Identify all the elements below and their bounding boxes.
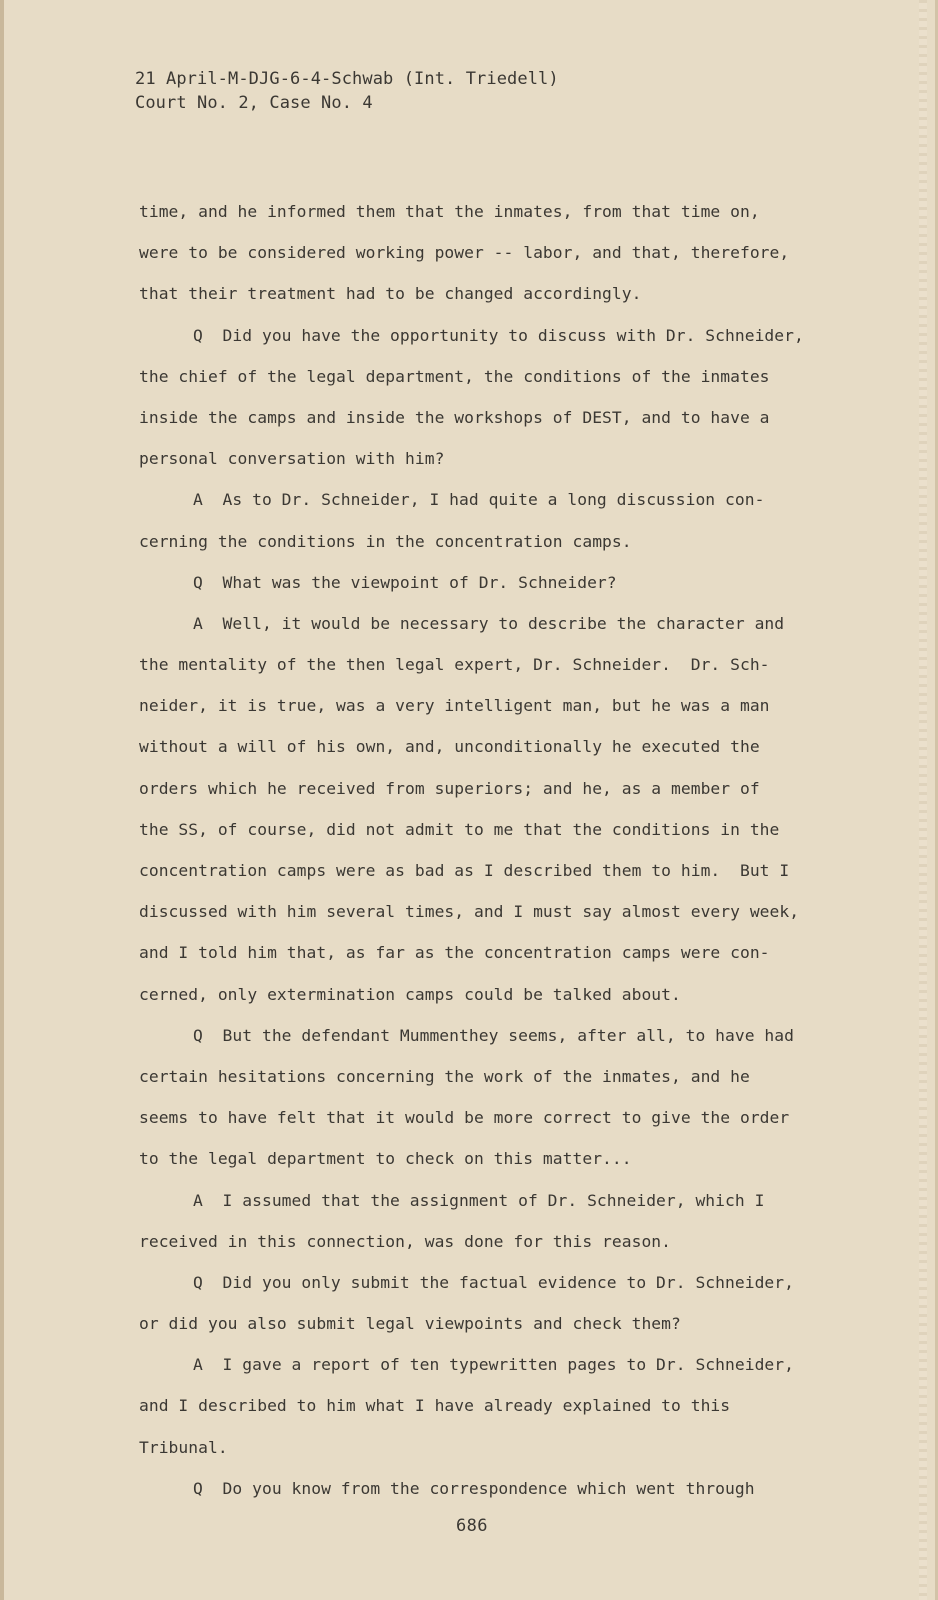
transcript-line: cerned, only extermination camps could be talked about. xyxy=(139,984,681,1004)
transcript-line: certain hesitations concerning the work of the inmates, and he xyxy=(139,1066,750,1086)
transcript-line: cerning the conditions in the concentration camps. xyxy=(139,531,632,551)
transcript-line: and I described to him what I have already explained to this xyxy=(139,1396,731,1416)
page-number: 686 xyxy=(456,1516,488,1536)
question-line: Q Did you have the opportunity to discuss with Dr. Schneider, xyxy=(193,325,804,345)
answer-line: A As to Dr. Schneider, I had quite a long discussion con- xyxy=(193,490,765,510)
transcript-line: the mentality of the then legal expert, Dr. Schneider. Dr. Sch- xyxy=(139,655,770,675)
question-line: Q Did you only submit the factual evidence to Dr. Schneider, xyxy=(193,1272,794,1292)
transcript-line: personal conversation with him? xyxy=(139,449,445,469)
question-line: Q What was the viewpoint of Dr. Schneider? xyxy=(193,572,617,592)
transcript-line: the SS, of course, did not admit to me that the conditions in the xyxy=(139,819,780,839)
transcript-line: or did you also submit legal viewpoints and check them? xyxy=(139,1314,681,1334)
transcript-line: to the legal department to check on this matter... xyxy=(139,1149,632,1169)
transcript-line: discussed with him several times, and I must say almost every week, xyxy=(139,902,800,922)
transcript-line: that their treatment had to be changed accordingly. xyxy=(139,284,642,304)
page-edge-texture xyxy=(919,0,927,1600)
transcript-line: were to be considered working power -- labor, and that, therefore, xyxy=(139,243,790,263)
header-case-reference: 21 April-M-DJG-6-4-Schwab (Int. Triedell) xyxy=(135,69,559,89)
transcript-line: received in this connection, was done for this reason. xyxy=(139,1231,672,1251)
document-header xyxy=(135,67,559,115)
transcript-line: without a will of his own, and, unconditionally he executed the xyxy=(139,737,760,757)
transcript-line: time, and he informed them that the inmates, from that time on, xyxy=(139,202,760,221)
transcript-line: the chief of the legal department, the conditions of the inmates xyxy=(139,366,770,386)
transcript-line: Tribunal. xyxy=(139,1437,228,1457)
header-court-case: Court No. 2, Case No. 4 xyxy=(135,93,373,113)
question-line: Q But the defendant Mummenthey seems, after all, to have had xyxy=(193,1025,794,1045)
answer-line: A Well, it would be necessary to describe the character and xyxy=(193,613,785,633)
answer-line: A I assumed that the assignment of Dr. Schneider, which I xyxy=(193,1190,765,1210)
question-line: Q Do you know from the correspondence which went through xyxy=(193,1478,755,1498)
transcript-line: neider, it is true, was a very intelligent man, but he was a man xyxy=(139,696,770,716)
transcript-line: concentration camps were as bad as I described them to him. But I xyxy=(139,861,790,880)
transcript-line: inside the camps and inside the workshops of DEST, and to have a xyxy=(139,407,770,427)
testimony-transcript xyxy=(139,199,834,1517)
transcript-line: and I told him that, as far as the concentration camps were con- xyxy=(139,943,770,963)
transcript-line: seems to have felt that it would be more correct to give the order xyxy=(139,1108,790,1128)
transcript-line: orders which he received from superiors; and he, as a member of xyxy=(139,778,760,798)
answer-line: A I gave a report of ten typewritten pages to Dr. Schneider, xyxy=(193,1355,794,1375)
